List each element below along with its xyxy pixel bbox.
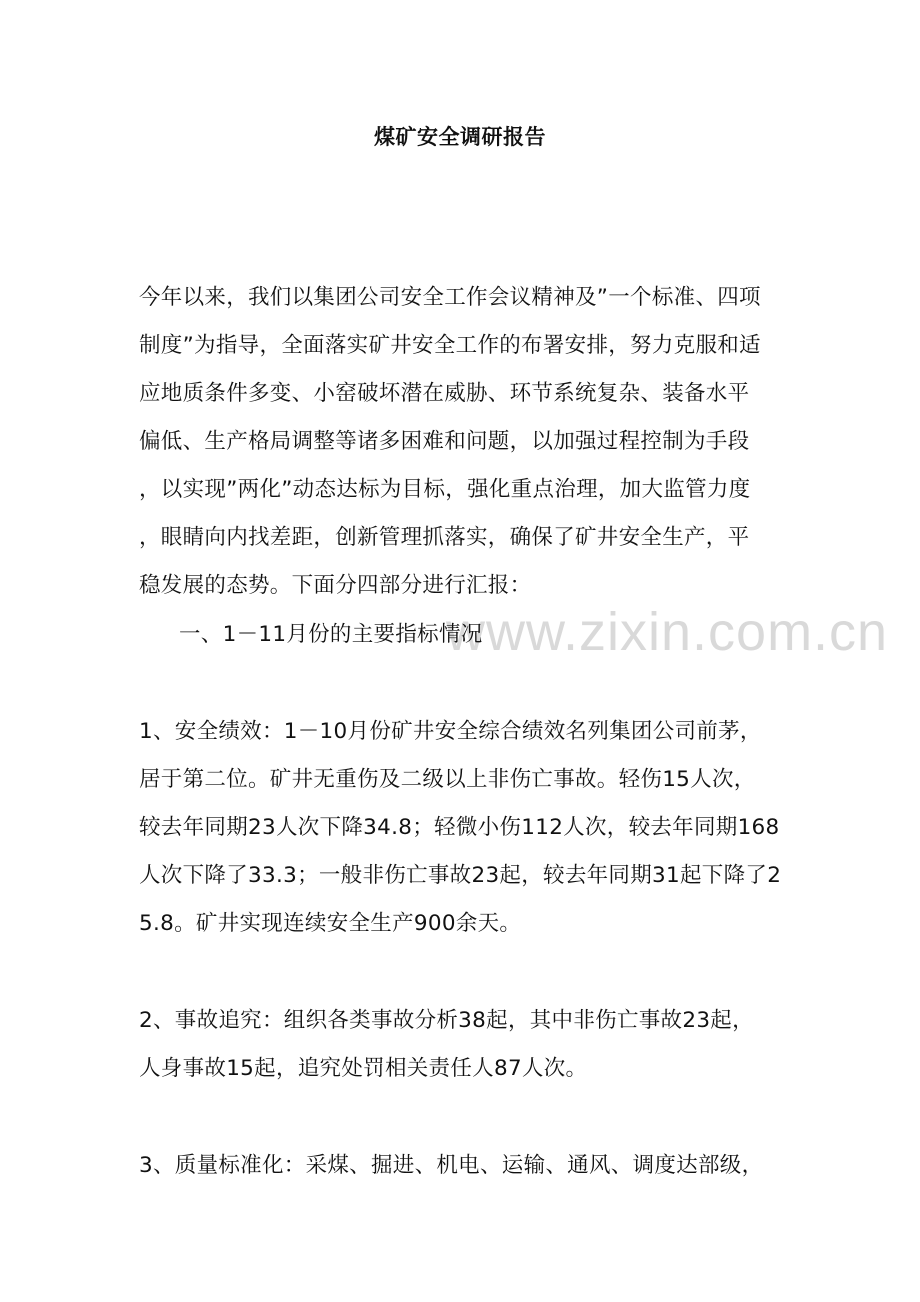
intro-line: 稳发展的态势。下面分四部分进行汇报： [139,573,532,598]
item-1-line: 人次下降了33.3；一般非伤亡事故23起，较去年同期31起下降了2 [139,863,782,888]
item-1-line: 居于第二位。矿井无重伤及二级以上非伤亡事故。轻伤15人次， [139,767,756,792]
item-2-line: 2、事故追究：组织各类事故分析38起，其中非伤亡事故23起， [139,1008,754,1033]
intro-line: ，眼睛向内找差距，创新管理抓落实，确保了矿井安全生产，平 [139,525,750,550]
document-title: 煤矿安全调研报告 [374,125,546,149]
item-2-line: 人身事故15起，追究处罚相关责任人87人次。 [139,1056,588,1081]
watermark: www.zixin.com.cn [446,602,889,662]
item-1-line: 较去年同期23人次下降34.8；轻微小伤112人次，较去年同期168 [139,815,780,840]
item-3-line: 3、质量标准化：采煤、掘进、机电、运输、通风、调度达部级， [139,1153,764,1178]
intro-line: 今年以来，我们以集团公司安全工作会议精神及”一个标准、四项 [139,285,761,310]
intro-line: ，以实现”两化”动态达标为目标，强化重点治理，加大监管力度 [139,477,751,502]
section-heading: 一、1－11月份的主要指标情况 [179,622,483,647]
intro-line: 制度”为指导，全面落实矿井安全工作的布署安排，努力克服和适 [139,333,761,358]
intro-line: 偏低、生产格局调整等诸多困难和问题，以加强过程控制为手段 [139,429,750,454]
intro-line: 应地质条件多变、小窑破坏潜在威胁、环节系统复杂、装备水平 [139,381,750,406]
item-1-line: 5.8。矿井实现连续安全生产900余天。 [139,911,522,936]
item-1-line: 1、安全绩效：1－10月份矿井安全综合绩效名列集团公司前茅， [139,719,762,744]
